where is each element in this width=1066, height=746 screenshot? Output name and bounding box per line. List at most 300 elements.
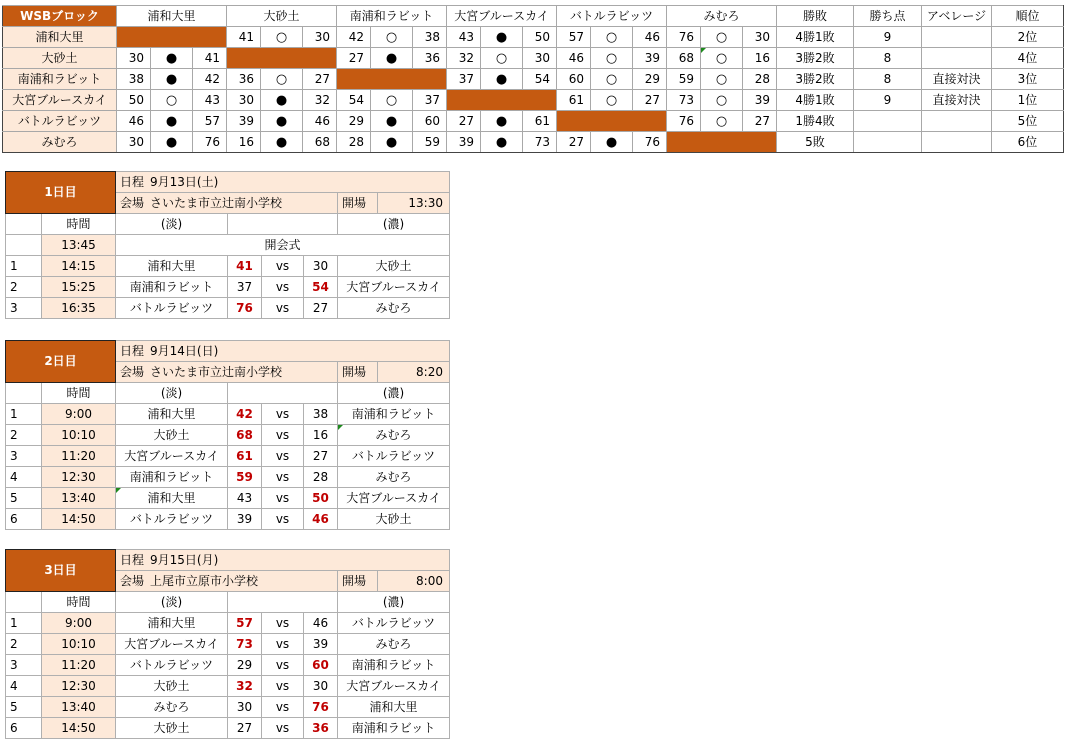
game-time: 14:50: [42, 718, 116, 739]
game-time: 14:50: [42, 509, 116, 530]
score-for: 38: [117, 69, 151, 90]
score-against: 41: [193, 48, 227, 69]
away-team: 南浦和ラビット: [338, 404, 450, 425]
result-symbol: ●: [591, 132, 633, 153]
row-team-name: 南浦和ラビット: [3, 69, 117, 90]
score-against: 30: [303, 27, 337, 48]
day-label: 2日目: [6, 341, 116, 383]
game-time: 10:10: [42, 634, 116, 655]
away-team: バトルラビッツ: [338, 613, 450, 634]
vs-label: vs: [262, 425, 304, 446]
away-team: みむろ: [338, 425, 450, 446]
score-against: 29: [633, 69, 667, 90]
score-against: 39: [633, 48, 667, 69]
game-number: 2: [6, 425, 42, 446]
home-score: 73: [228, 634, 262, 655]
score-against: 27: [633, 90, 667, 111]
away-team: 大宮ブルースカイ: [338, 676, 450, 697]
game-row: [6, 488, 450, 509]
game-time: 9:00: [42, 404, 116, 425]
row-team-name: バトルラビッツ: [3, 111, 117, 132]
self-match-cell: [447, 90, 557, 111]
away-team: 大宮ブルースカイ: [338, 277, 450, 298]
score-against: 39: [743, 90, 777, 111]
standings-header-row: [3, 6, 1064, 27]
blank-cell: [6, 383, 42, 404]
home-score: 61: [228, 446, 262, 467]
score-for: 30: [117, 132, 151, 153]
home-score: 32: [228, 676, 262, 697]
row-team-name: 大宮ブルースカイ: [3, 90, 117, 111]
game-time: 16:35: [42, 298, 116, 319]
rank-cell: 3位: [992, 69, 1064, 90]
score-for: 37: [447, 69, 481, 90]
vs-label: vs: [262, 256, 304, 277]
game-number: 3: [6, 446, 42, 467]
score-against: 42: [193, 69, 227, 90]
game-number: 6: [6, 718, 42, 739]
score-for: 28: [337, 132, 371, 153]
game-row: [6, 655, 450, 676]
game-row: [6, 467, 450, 488]
open-time: 8:20: [378, 362, 450, 383]
average-cell: [922, 111, 992, 132]
game-row: [6, 509, 450, 530]
score-against: 68: [303, 132, 337, 153]
average-cell: 直接対決: [922, 69, 992, 90]
vs-label: vs: [262, 488, 304, 509]
score-for: 16: [227, 132, 261, 153]
standings-table: [2, 5, 1064, 153]
away-score: 16: [304, 425, 338, 446]
day-label: 3日目: [6, 550, 116, 592]
score-for: 54: [337, 90, 371, 111]
result-symbol: ○: [701, 90, 743, 111]
result-symbol: ○: [701, 48, 743, 69]
game-row: [6, 298, 450, 319]
vs-label: vs: [262, 718, 304, 739]
vs-label: vs: [262, 655, 304, 676]
day-schedule-table: [5, 549, 450, 739]
rank-cell: 1位: [992, 90, 1064, 111]
day-schedule-table: [5, 171, 450, 319]
average-cell: [922, 48, 992, 69]
score-against: 43: [193, 90, 227, 111]
standings-row: [3, 48, 1064, 69]
away-score: 27: [304, 446, 338, 467]
date-value: 9月13日(土): [150, 174, 219, 189]
ceremony-time: 13:45: [42, 235, 116, 256]
score-for: 41: [227, 27, 261, 48]
game-time: 13:40: [42, 697, 116, 718]
score-against: 27: [303, 69, 337, 90]
result-symbol: ●: [151, 69, 193, 90]
score-against: 30: [523, 48, 557, 69]
self-match-cell: [557, 111, 667, 132]
header-points: 勝ち点: [854, 6, 922, 27]
score-for: 27: [557, 132, 591, 153]
venue-label: 会場: [120, 573, 145, 588]
score-against: 59: [413, 132, 447, 153]
score-against: 46: [633, 27, 667, 48]
game-number: 1: [6, 256, 42, 277]
date-row: [116, 341, 450, 362]
dark-header: (濃): [338, 592, 450, 613]
home-score: 41: [228, 256, 262, 277]
away-score: 28: [304, 467, 338, 488]
open-label: 開場: [338, 571, 378, 592]
result-symbol: ○: [701, 27, 743, 48]
date-value: 9月14日(日): [150, 343, 219, 358]
venue-row: [116, 362, 338, 383]
home-team: 浦和大里: [116, 613, 228, 634]
points-cell: 8: [854, 48, 922, 69]
score-against: 76: [193, 132, 227, 153]
blank-cell: [6, 235, 42, 256]
home-team: 浦和大里: [116, 404, 228, 425]
home-team: みむろ: [116, 697, 228, 718]
standings-row: [3, 90, 1064, 111]
score-for: 27: [447, 111, 481, 132]
vs-label: vs: [262, 676, 304, 697]
open-time: 13:30: [378, 193, 450, 214]
average-cell: 直接対決: [922, 90, 992, 111]
home-team: バトルラビッツ: [116, 298, 228, 319]
points-cell: 8: [854, 69, 922, 90]
away-team: 浦和大里: [338, 697, 450, 718]
result-symbol: ○: [701, 111, 743, 132]
date-row: [116, 172, 450, 193]
score-against: 46: [303, 111, 337, 132]
away-team: 大砂土: [338, 509, 450, 530]
game-time: 12:30: [42, 676, 116, 697]
home-score: 59: [228, 467, 262, 488]
score-against: 54: [523, 69, 557, 90]
home-score: 37: [228, 277, 262, 298]
date-label: 日程: [120, 552, 145, 567]
game-row: [6, 425, 450, 446]
header-rank: 順位: [992, 6, 1064, 27]
record-cell: 3勝2敗: [777, 69, 854, 90]
home-team: 大宮ブルースカイ: [116, 634, 228, 655]
dark-header: (濃): [338, 383, 450, 404]
home-team: 南浦和ラビット: [116, 467, 228, 488]
game-row: [6, 446, 450, 467]
result-symbol: ○: [371, 90, 413, 111]
game-number: 5: [6, 697, 42, 718]
open-time: 8:00: [378, 571, 450, 592]
score-against: 28: [743, 69, 777, 90]
home-team: 浦和大里: [116, 256, 228, 277]
score-for: 68: [667, 48, 701, 69]
ceremony-label: 開会式: [116, 235, 450, 256]
time-header: 時間: [42, 383, 116, 404]
result-symbol: ○: [591, 90, 633, 111]
self-match-cell: [117, 27, 227, 48]
result-symbol: ●: [371, 111, 413, 132]
home-score: 27: [228, 718, 262, 739]
score-for: 76: [667, 111, 701, 132]
home-score: 42: [228, 404, 262, 425]
record-cell: 4勝1敗: [777, 27, 854, 48]
score-against: 76: [633, 132, 667, 153]
home-team: バトルラビッツ: [116, 509, 228, 530]
game-time: 11:20: [42, 655, 116, 676]
home-team: 浦和大里: [116, 488, 228, 509]
score-for: 27: [337, 48, 371, 69]
score-for: 73: [667, 90, 701, 111]
light-header: (淡): [116, 214, 228, 235]
blank-cell: [228, 592, 338, 613]
game-number: 2: [6, 277, 42, 298]
header-team: 大砂土: [227, 6, 337, 27]
game-number: 1: [6, 613, 42, 634]
header-record: 勝敗: [777, 6, 854, 27]
ceremony-row: [6, 235, 450, 256]
record-cell: 5敗: [777, 132, 854, 153]
result-symbol: ○: [261, 27, 303, 48]
block-title: WSBブロック: [3, 6, 117, 27]
result-symbol: ●: [481, 132, 523, 153]
result-symbol: ○: [591, 69, 633, 90]
header-team: 大宮ブルースカイ: [447, 6, 557, 27]
game-number: 4: [6, 467, 42, 488]
score-for: 46: [117, 111, 151, 132]
blank-cell: [228, 383, 338, 404]
home-team: 大砂土: [116, 425, 228, 446]
away-score: 60: [304, 655, 338, 676]
rank-cell: 2位: [992, 27, 1064, 48]
dark-header: (濃): [338, 214, 450, 235]
result-symbol: ○: [591, 27, 633, 48]
away-team: 南浦和ラビット: [338, 655, 450, 676]
result-symbol: ●: [371, 132, 413, 153]
result-symbol: ●: [151, 111, 193, 132]
score-for: 60: [557, 69, 591, 90]
score-for: 30: [117, 48, 151, 69]
vs-label: vs: [262, 697, 304, 718]
away-score: 76: [304, 697, 338, 718]
result-symbol: ●: [481, 69, 523, 90]
open-label: 開場: [338, 193, 378, 214]
score-for: 46: [557, 48, 591, 69]
home-team: バトルラビッツ: [116, 655, 228, 676]
game-row: [6, 697, 450, 718]
away-team: みむろ: [338, 298, 450, 319]
away-score: 46: [304, 613, 338, 634]
score-against: 57: [193, 111, 227, 132]
score-for: 32: [447, 48, 481, 69]
game-number: 4: [6, 676, 42, 697]
score-for: 39: [227, 111, 261, 132]
away-score: 36: [304, 718, 338, 739]
away-score: 46: [304, 509, 338, 530]
score-against: 73: [523, 132, 557, 153]
game-time: 9:00: [42, 613, 116, 634]
game-time: 12:30: [42, 467, 116, 488]
standings-row: [3, 111, 1064, 132]
result-symbol: ○: [591, 48, 633, 69]
header-average: アベレージ: [922, 6, 992, 27]
time-header: 時間: [42, 592, 116, 613]
rank-cell: 5位: [992, 111, 1064, 132]
result-symbol: ○: [371, 27, 413, 48]
light-header: (淡): [116, 383, 228, 404]
game-row: [6, 718, 450, 739]
game-row: [6, 404, 450, 425]
venue-value: さいたま市立辻南小学校: [150, 195, 283, 210]
game-row: [6, 256, 450, 277]
record-cell: 3勝2敗: [777, 48, 854, 69]
result-symbol: ●: [371, 48, 413, 69]
venue-value: さいたま市立辻南小学校: [150, 364, 283, 379]
score-for: 61: [557, 90, 591, 111]
venue-row: [116, 193, 338, 214]
result-symbol: ●: [481, 111, 523, 132]
away-score: 30: [304, 676, 338, 697]
result-symbol: ●: [151, 132, 193, 153]
points-cell: 9: [854, 27, 922, 48]
standings-row: [3, 132, 1064, 153]
game-number: 5: [6, 488, 42, 509]
game-row: [6, 277, 450, 298]
record-cell: 4勝1敗: [777, 90, 854, 111]
standings-row: [3, 69, 1064, 90]
game-time: 15:25: [42, 277, 116, 298]
self-match-cell: [667, 132, 777, 153]
home-score: 30: [228, 697, 262, 718]
average-cell: [922, 27, 992, 48]
blank-cell: [228, 214, 338, 235]
venue-value: 上尾市立原市小学校: [150, 573, 259, 588]
game-number: 1: [6, 404, 42, 425]
record-cell: 1勝4敗: [777, 111, 854, 132]
self-match-cell: [337, 69, 447, 90]
open-label: 開場: [338, 362, 378, 383]
score-for: 76: [667, 27, 701, 48]
points-cell: 9: [854, 90, 922, 111]
away-score: 50: [304, 488, 338, 509]
home-score: 43: [228, 488, 262, 509]
game-row: [6, 634, 450, 655]
away-team: みむろ: [338, 634, 450, 655]
vs-label: vs: [262, 467, 304, 488]
points-cell: [854, 132, 922, 153]
score-against: 37: [413, 90, 447, 111]
game-number: 6: [6, 509, 42, 530]
score-for: 42: [337, 27, 371, 48]
rank-cell: 4位: [992, 48, 1064, 69]
score-against: 30: [743, 27, 777, 48]
home-score: 57: [228, 613, 262, 634]
date-label: 日程: [120, 174, 145, 189]
score-for: 29: [337, 111, 371, 132]
away-team: みむろ: [338, 467, 450, 488]
header-team: みむろ: [667, 6, 777, 27]
date-label: 日程: [120, 343, 145, 358]
away-score: 30: [304, 256, 338, 277]
date-value: 9月15日(月): [150, 552, 219, 567]
result-symbol: ○: [481, 48, 523, 69]
game-number: 3: [6, 298, 42, 319]
home-team: 大砂土: [116, 676, 228, 697]
row-team-name: みむろ: [3, 132, 117, 153]
result-symbol: ○: [701, 69, 743, 90]
points-cell: [854, 111, 922, 132]
home-team: 大宮ブルースカイ: [116, 446, 228, 467]
score-against: 36: [413, 48, 447, 69]
score-for: 39: [447, 132, 481, 153]
score-for: 30: [227, 90, 261, 111]
away-score: 38: [304, 404, 338, 425]
away-team: 大宮ブルースカイ: [338, 488, 450, 509]
score-against: 61: [523, 111, 557, 132]
result-symbol: ●: [261, 111, 303, 132]
vs-label: vs: [262, 277, 304, 298]
day-label: 1日目: [6, 172, 116, 214]
header-team: 浦和大里: [117, 6, 227, 27]
score-against: 38: [413, 27, 447, 48]
game-row: [6, 613, 450, 634]
game-time: 13:40: [42, 488, 116, 509]
rank-cell: 6位: [992, 132, 1064, 153]
home-score: 68: [228, 425, 262, 446]
row-team-name: 大砂土: [3, 48, 117, 69]
away-score: 27: [304, 298, 338, 319]
score-for: 50: [117, 90, 151, 111]
game-time: 11:20: [42, 446, 116, 467]
score-against: 27: [743, 111, 777, 132]
day-schedule-table: [5, 340, 450, 530]
score-against: 16: [743, 48, 777, 69]
game-row: [6, 676, 450, 697]
score-against: 32: [303, 90, 337, 111]
vs-label: vs: [262, 298, 304, 319]
result-symbol: ●: [261, 132, 303, 153]
result-symbol: ●: [261, 90, 303, 111]
row-team-name: 浦和大里: [3, 27, 117, 48]
venue-row: [116, 571, 338, 592]
vs-label: vs: [262, 613, 304, 634]
score-for: 36: [227, 69, 261, 90]
away-team: バトルラビッツ: [338, 446, 450, 467]
away-score: 54: [304, 277, 338, 298]
home-score: 29: [228, 655, 262, 676]
light-header: (淡): [116, 592, 228, 613]
result-symbol: ●: [481, 27, 523, 48]
game-number: 2: [6, 634, 42, 655]
score-for: 43: [447, 27, 481, 48]
vs-label: vs: [262, 634, 304, 655]
result-symbol: ○: [261, 69, 303, 90]
vs-label: vs: [262, 509, 304, 530]
score-for: 57: [557, 27, 591, 48]
vs-label: vs: [262, 404, 304, 425]
home-score: 76: [228, 298, 262, 319]
away-team: 大砂土: [338, 256, 450, 277]
score-against: 50: [523, 27, 557, 48]
game-time: 14:15: [42, 256, 116, 277]
date-row: [116, 550, 450, 571]
result-symbol: ●: [151, 48, 193, 69]
home-team: 大砂土: [116, 718, 228, 739]
venue-label: 会場: [120, 195, 145, 210]
home-team: 南浦和ラビット: [116, 277, 228, 298]
game-number: 3: [6, 655, 42, 676]
self-match-cell: [227, 48, 337, 69]
blank-cell: [6, 214, 42, 235]
vs-label: vs: [262, 446, 304, 467]
